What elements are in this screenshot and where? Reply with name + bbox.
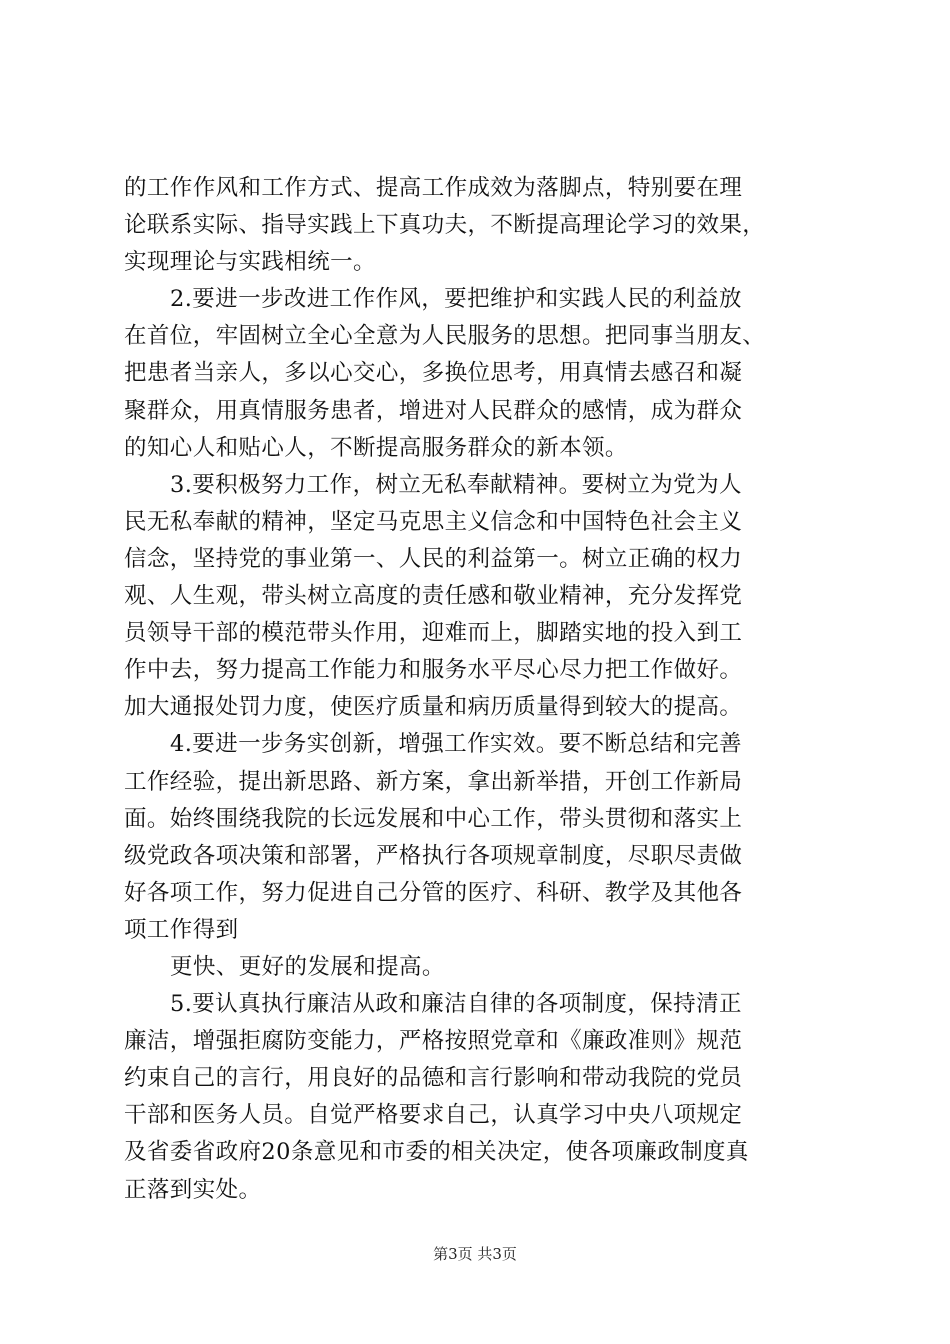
text-line: 约束自己的言行，用良好的品德和言行影响和带动我院的党员 <box>124 1065 743 1092</box>
text-line: 工作经验，提出新思路、新方案，拿出新举措，开创工作新局 <box>124 768 743 795</box>
text-line: 的工作作风和工作方式、提高工作成效为落脚点，特别要在理 <box>124 175 743 201</box>
text-line: 面。始终围绕我院的长远发展和中心工作，带头贯彻和落实上 <box>124 805 743 832</box>
text-line: 民无私奉献的精神，坚定马克思主义信念和中国特色社会主义 <box>124 508 743 535</box>
text-line: 好各项工作，努力促进自己分管的医疗、科研、教学及其他各 <box>124 879 743 906</box>
text-line: 的知心人和贴心人，不断提高服务群众的新本领。 <box>124 434 628 461</box>
text-line: 5.要认真执行廉洁从政和廉洁自律的各项制度，保持清正 <box>170 991 742 1018</box>
text-line: 在首位，牢固树立全心全意为人民服务的思想。把同事当朋友、 <box>124 323 766 350</box>
text-line: 级党政各项决策和部署，严格执行各项规章制度，尽职尽责做 <box>124 842 743 869</box>
text-line: 把患者当亲人，多以心交心，多换位思考，用真情去感召和凝 <box>124 360 743 387</box>
text-line: 3.要积极努力工作，树立无私奉献精神。要树立为党为人 <box>170 471 742 498</box>
text-line: 信念，坚持党的事业第一、人民的利益第一。树立正确的权力 <box>124 545 743 572</box>
text-line: 观、人生观，带头树立高度的责任感和敬业精神，充分发挥党 <box>124 583 743 610</box>
text-line: 聚群众，用真情服务患者，增进对人民群众的感情，成为群众 <box>124 397 743 424</box>
body-text <box>124 170 844 1209</box>
text-line: 干部和医务人员。自觉严格要求自己，认真学习中央八项规定 <box>124 1102 743 1129</box>
text-line: 论联系实际、指导实践上下真功夫，不断提高理论学习的效果， <box>124 212 766 239</box>
text-line: 2.要进一步改进工作作风，要把维护和实践人民的利益放 <box>170 286 742 313</box>
text-line: 正落到实处。 <box>124 1176 262 1203</box>
text-line: 项工作得到 <box>124 916 239 943</box>
page-number-footer: 第3页 共3页 <box>433 1245 517 1263</box>
text-line: 廉洁，增强拒腐防变能力，严格按照党章和《廉政准则》规范 <box>124 1028 743 1055</box>
text-line: 实现理论与实践相统一。 <box>124 249 376 276</box>
text-line: 及省委省政府20条意见和市委的相关决定，使各项廉政制度真 <box>124 1139 749 1166</box>
text-line: 4.要进一步务实创新，增强工作实效。要不断总结和完善 <box>170 731 742 758</box>
text-line: 加大通报处罚力度，使医疗质量和病历质量得到较大的提高。 <box>124 694 743 721</box>
text-line: 作中去，努力提高工作能力和服务水平尽心尽力把工作做好。 <box>124 657 743 684</box>
text-line: 员领导干部的模范带头作用，迎难而上，脚踏实地的投入到工 <box>124 620 743 647</box>
text-line: 更快、更好的发展和提高。 <box>170 953 445 980</box>
